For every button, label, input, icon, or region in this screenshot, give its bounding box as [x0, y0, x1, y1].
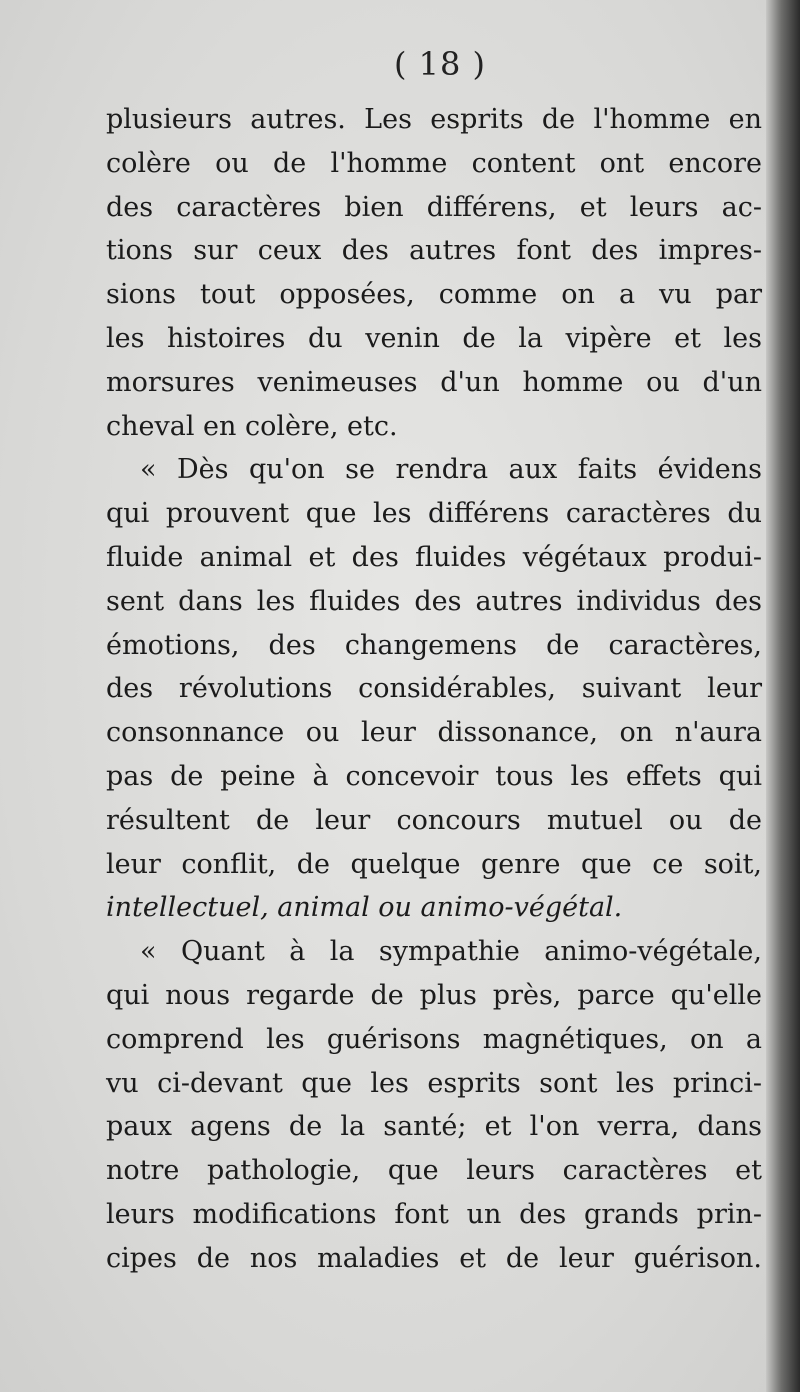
- text-line: leurs modifications font un des grands prin-: [106, 1198, 762, 1230]
- text-line: vu ci-devant que les esprits sont les princi-: [106, 1067, 762, 1099]
- text-line: les histoires du venin de la vipère et les: [106, 322, 762, 354]
- text-line: cheval en colère, etc.: [106, 410, 398, 442]
- text-line: qui prouvent que les différens caractères du: [106, 498, 762, 530]
- text-line: cipes de nos maladies et de leur guérison.: [106, 1242, 762, 1274]
- text-line: sions tout opposées, comme on a vu par: [106, 279, 762, 311]
- text-line: paux agens de la santé; et l'on verra, dans: [106, 1111, 762, 1143]
- text-line: « Dès qu'on se rendra aux faits évidens: [140, 454, 762, 486]
- text-line: fluide animal et des fluides végétaux produi-: [106, 541, 762, 573]
- body-text: [106, 98, 762, 1281]
- text-line: notre pathologie, que leurs caractères et: [106, 1155, 762, 1187]
- text-line: émotions, des changemens de caractères,: [106, 629, 762, 661]
- text-line: qui nous regarde de plus près, parce qu'elle: [106, 979, 762, 1011]
- text-line: « Quant à la sympathie animo-végétale,: [140, 936, 762, 968]
- text-line-italic: intellectuel, animal ou animo-végétal.: [106, 892, 623, 924]
- text-line: sent dans les fluides des autres individus des: [106, 585, 762, 617]
- text-line: consonnance ou leur dissonance, on n'aura: [106, 717, 762, 749]
- text-line: résultent de leur concours mutuel ou de: [106, 804, 762, 836]
- text-line: leur conflit, de quelque genre que ce soit,: [106, 848, 762, 880]
- text-line: plusieurs autres. Les esprits de l'homme en: [106, 104, 762, 135]
- text-line: pas de peine à concevoir tous les effets qui: [106, 760, 762, 792]
- text-line: des révolutions considérables, suivant leur: [106, 673, 762, 705]
- page-edge-shadow: [766, 0, 800, 1392]
- text-line: des caractères bien différens, et leurs ac-: [106, 191, 762, 223]
- text-line: colère ou de l'homme content ont encore: [106, 147, 762, 179]
- text-line: morsures venimeuses d'un homme ou d'un: [106, 366, 762, 398]
- text-line: comprend les guérisons magnétiques, on a: [106, 1023, 762, 1055]
- page-number: ( 18 ): [393, 45, 487, 83]
- text-line: tions sur ceux des autres font des impres-: [106, 235, 762, 267]
